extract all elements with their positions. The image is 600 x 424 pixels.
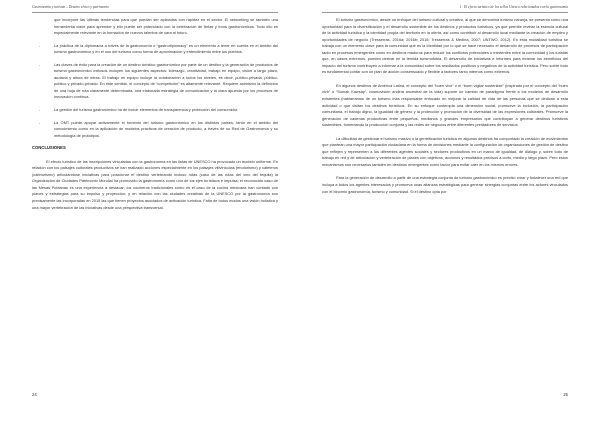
conclusion-paragraph: El efecto turístico de las inscripciones vinculadas con la gastronomía en las listas de UNESCO ha provocado un modelo uniforme. En relación con los paisajes culturales productivos se han realizado acciones especialmente en los paisajes vitivinícolas (enoturismo) y cafeteros (cafeturismo) articulándose iniciativas para posicionar el destino vertebrando incluso rutas (caso de las rutas del vino del tequila) la Organización de Ciudades Patrimonio Mundial ha promovido la gastronomía como uno de los ejes turísticos e impulsa; el reconocido caso de las Mesas Poblanas es una experiencia a destacar; los cocineros tradicionales como es el caso de la cocina mexicana han contado con planes y estrategias para su impulso y proyección; y en relación con las ciudades creativas de la UNESCO por la gastronomía son precisamente las incorporadas en 2015 las que tienen proyectos asociados de activación turística. Falta de todos modos una visión holística y una mayor vertebración de las iniciativas desde una perspectiva transversal. xyxy=(32,158,278,210)
section-title-conclusiones: CONCLUSIONES xyxy=(32,145,66,151)
bullet-dash: - xyxy=(39,42,41,48)
list-item-text: Las claves de éxito para la creación de un destino turístico gastronómico por parte de un destino y la generación de productos de turismo gastronómico exitosos incluyen los siguientes aspectos: liderazgo, creatividad, trabajo en equipo, visión a largo plazo, audacia y altura de miras. El trabajo en equipo incluye la colaboración a todos los niveles, es decir, público-privada, público-público y privado-privado. En este sentido, el concepto de “competición” es altamente relevante. Requiere asimismo la definición de una hoja de ruta claramente determinada, una elaborada estrategia de comunicación y la clara apuesta por los procesos de innovación continua. xyxy=(54,61,278,100)
paragraph: En algunos destinos de América Latina, el concepto del “buen vivir” o el “buen vigilar sostenible” (inspirado por el concepto del “buen vivir” o “Sumak Kawsay”, cosmovisión andina ancestral de la vida) supone un cambio de paradigma frente a los modelos de desarrollo existentes (hablaríamos de un turismo más responsable enfocado en mejorar la calidad de vida de las personas que se dedican a esta actividad o que visitan los destinos turísticos. En su enfoque contempla una dimensión social, promueve la inclusión, la participación comunitaria, el trabajo digno, la igualdad de género y la protección y promoción de la diversidad de las expresiones culturales. Promueve la generación de cadenas productivas entre pequeños, medianos y grandes empresarios que contribuyan a generar destinos turísticos sostenibles, fomentando la producción conjunta y las redes de negocios entre diferentes prestadores de servicios. xyxy=(322,82,568,128)
paragraph: El turismo gastronómico, desde un enfoque del turismo cultural y creativo, al que se denomina turismo naranja, se presenta como una oportunidad para la diversificación y el desarrollo sostenible de los destinos y productos turísticos, ya que permite revelar la esencia cultural de la actividad turística y la identidad propia del territorio en la oferta, así como contribuir al desarrollo local mediante la creación de empleo y oportunidades de negocio (Tresserras, 2016a; 2016b; 2015; Tresserras & Medina, 2007; UNTWO, 2012). En esta modalidad turística se trabaja con un elemento clave para la comunidad que es la identidad por lo que se hace necesario el desarrollo de procesos de participación tanto en procesos emergentes como en destinos maduros para reducir los conflictos potenciales o existentes entre la comunidad y los turistas que, en casos extremos, pueden derivar en la temida turismofobia. El desarrollo de iniciativas e informes para mostrar los beneficios del impacto del turismo contribuyen a informar a la comunidad sobre los resultados positivos y negativos de la actividad turística. Pero sobre todo es fundamental contar con un plan de acción consensuado y flexible a factores tanto internos como externos. xyxy=(322,17,568,75)
page-number-left: 24 xyxy=(32,392,37,397)
list-item xyxy=(32,62,278,101)
paragraph: La dificultad de gestionar el turismo masivo o la gentrificación turística en algunos destinos ha comportado la creación de movimientos que plantean una mayor participación ciudadana en la forma de decisiones mediante la configuración de organizaciones de gestión de destino que reflejen y representen a los diferentes agentes sociales y sectores productivos en un marco de igualdad, de diálogo y, sobre todo de trabajo en red y de articulación y vertebración de planes con objetivos, acciones y resultados precisos a corto, medio y largo plazo. Pero estos mecanismos son necesarios también en destinos emergentes como factor para evitar caer en los mismos errores. xyxy=(322,135,568,167)
header-rule-left xyxy=(32,12,278,13)
right-page-body xyxy=(322,17,568,202)
bullet-dash: - xyxy=(39,119,41,125)
right-page xyxy=(300,0,600,424)
left-page-body xyxy=(32,17,278,218)
page-number-right: 25 xyxy=(563,392,568,397)
intro-continuation: que incorpore las últimas tendencias para que puedan ser aplicadas con rapidez en el sector. El networking se también una herramienta clave para aprender y ello puede ser potenciado con la celebración de ferias y foros gastronómicos. Todo ello es especialmente relevante en la formación de nuevos talentos de cara al futuro. xyxy=(54,17,278,36)
paragraph: Para la generación de desarrollo a partir de una estrategia conjunta de turismo gastronómico es preciso crear y fortalecer una red que incluya a todos los agentes interesados y promueva unas alianzas estratégicas para generar sinergias conjuntas entre los actores vinculados con el binomio gastronomía, turismo y comunidad. Si el destino opta por xyxy=(322,175,568,194)
list-item xyxy=(32,43,278,56)
list-item-text: La gestión del turismo gastronómico ha de incluir elementos de transparencia y protección del consumidor. xyxy=(54,107,239,113)
recommendation-list xyxy=(32,43,278,140)
list-item xyxy=(32,107,278,114)
header-rule-right xyxy=(322,12,568,13)
bullet-dash: - xyxy=(39,61,41,67)
list-item-text: La práctica de la diplomacia a través de la gastronomía o “gastrodiplomacy” es un elemento a tener en cuenta en el ámbito del turismo gastronómico y en el uso del turismo como forma de aproximación y entendimiento entre los pueblos. xyxy=(54,42,278,55)
bullet-dash: - xyxy=(39,107,41,113)
running-head-right: 1 · El efecto turístico de los sellos Unesco relacionados con la gastronomía xyxy=(459,5,568,9)
list-item-text: La OMT puede apoyar activamente el fomento del turismo gastronómico en los distintos países, tanto en el ámbito del conocimiento como en la aplicación de modelos prácticos de creación de producto, a través de su Red de Gastronomía y su metodología de prototipos. xyxy=(54,119,278,138)
running-head-left: Gastronomía y turismo – Destino cívico y patrimonio xyxy=(32,5,109,9)
list-item xyxy=(32,120,278,140)
